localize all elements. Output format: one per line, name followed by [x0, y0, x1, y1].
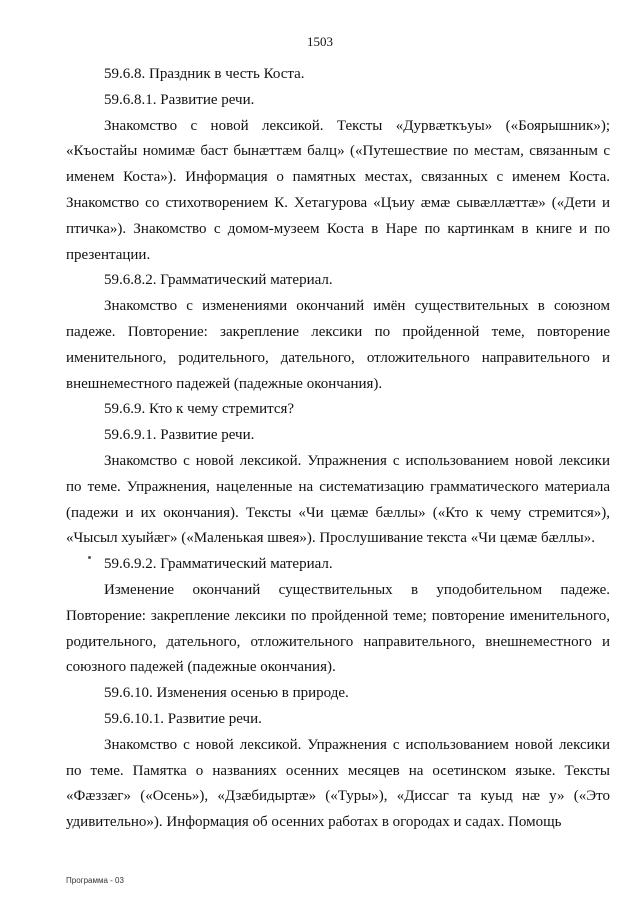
section-heading-59-6-9: 59.6.9. Кто к чему стремится?	[104, 401, 295, 418]
subsection-heading-59-6-10-1: 59.6.10.1. Развитие речи.	[104, 710, 262, 727]
body-paragraph: Знакомство с новой лексикой. Тексты «Дурвæткъуы» («Боярышник»); «Къостайы номимæ баст бынæттæм балц» («Путешествие по местам, связанным с именем Коста»). Информация о памятных местах, связанных с именем Коста. Знакомство со стихотворением К. Хетагурова «Цъиу æмæ сывæллæттæ» («Дети и птичка»). Знакомство с домом-музеем Коста в Наре по картинкам в книге и по презентации.	[66, 117, 610, 263]
page-number: 1503	[307, 34, 333, 49]
scan-dot-mark	[88, 556, 91, 559]
section-heading-59-6-10: 59.6.10. Изменения осенью в природе.	[104, 685, 349, 702]
body-paragraph: Изменение окончаний существительных в уподобительном падеже. Повторение: закрепление лексики по пройденной теме; повторение именительного, родительного, дательного, отложительного направительного, внешнеместного и союзного падежей (падежные окончания).	[66, 581, 610, 676]
document-body	[66, 62, 610, 836]
body-paragraph: Знакомство с новой лексикой. Упражнения с использованием новой лексики по теме. Памятка о названиях осенних месяцев на осетинском языке. Тексты «Фæззæг» («Осень»), «Дзæбидыртæ» («Туры»), «Диссаг та куыд нæ у» («Это удивительно»). Информация об осенних работах в огородах и садах. Помощь	[66, 736, 610, 831]
page-footer: Программа - 03	[66, 876, 124, 885]
section-heading-59-6-8: 59.6.8. Праздник в честь Коста.	[104, 66, 305, 82]
subsection-heading-59-6-8-1: 59.6.8.1. Развитие речи.	[104, 91, 255, 108]
subsection-heading-59-6-8-2: 59.6.8.2. Грамматический материал.	[104, 272, 333, 289]
subsection-heading-59-6-9-1: 59.6.9.1. Развитие речи.	[104, 427, 255, 444]
subsection-heading-59-6-9-2: 59.6.9.2. Грамматический материал.	[104, 556, 333, 573]
body-paragraph: Знакомство с новой лексикой. Упражнения с использованием новой лексики по теме. Упражнения, нацеленные на систематизацию грамматического материала (падежи и их окончания). Тексты «Чи цæмæ бæллы» («Кто к чему стремится»), «Чысыл хуыйæг» («Маленькая швея»). Прослушивание текста «Чи цæмæ бæллы».	[66, 452, 610, 547]
body-paragraph: Знакомство с изменениями окончаний имён существительных в союзном падеже. Повторение: закрепление лексики по пройденной теме, повторение именительного, родительного, дательного, отложительного направительного и внешнеместного падежей (падежные окончания).	[66, 298, 610, 392]
